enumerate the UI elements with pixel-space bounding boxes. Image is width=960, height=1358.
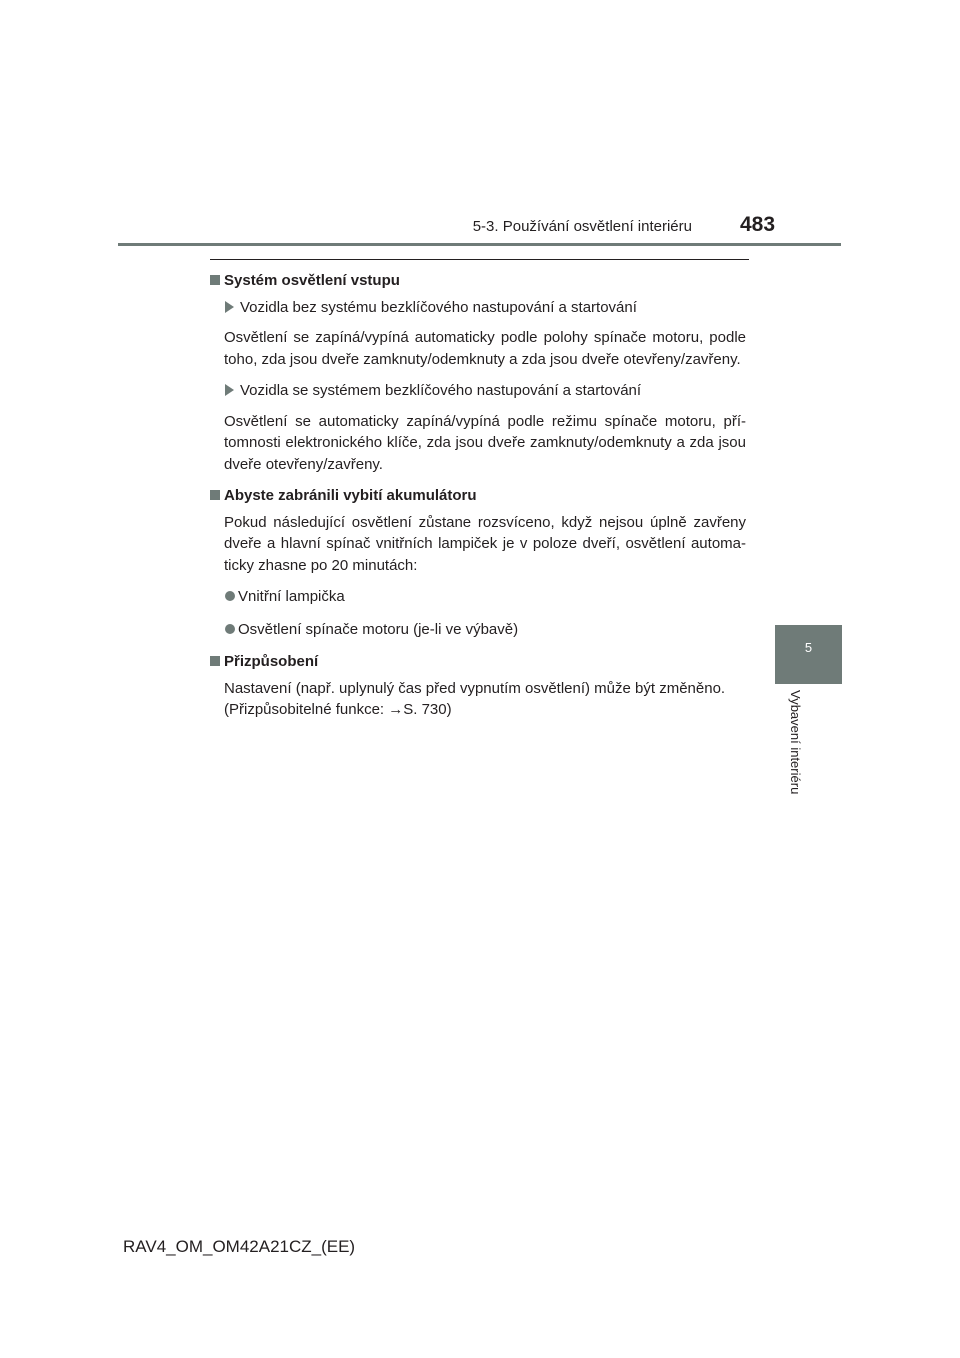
page-content xyxy=(210,270,746,731)
chapter-label: Vybavení interiéru xyxy=(788,690,803,795)
page-number: 483 xyxy=(740,213,776,236)
square-bullet-icon xyxy=(210,656,220,666)
subheading-text: Vozidla se systémem bezklíčového nastupování a startování xyxy=(240,382,642,399)
chapter-tab xyxy=(775,625,842,684)
header-rule xyxy=(118,243,841,246)
list-item xyxy=(210,619,746,641)
document-code: RAV4_OM_OM42A21CZ_(EE) xyxy=(123,1237,356,1256)
triangle-arrow-icon xyxy=(225,384,234,396)
subheading-keyless xyxy=(210,380,746,402)
heading-text: Abyste zabránili vybití akumulátoru xyxy=(224,487,477,504)
section-heading-customization xyxy=(210,651,746,673)
list-item-text: Osvětlení spínače motoru (je-li ve výbavě) xyxy=(238,620,519,638)
cross-reference-link[interactable]: (Přizpůsobitelné funkce: →S. 730) xyxy=(224,701,452,718)
section-heading-battery xyxy=(210,485,746,507)
round-bullet-icon xyxy=(225,591,235,601)
paragraph-keyless: Osvětlení se automaticky zapíná/vypíná podle režimu spínače motoru, pří- tomnosti elektronického klíče, zda jsou dveře zamknuty/odemknuty a zda jsou dveře otevřeny/zavřeny. xyxy=(224,412,746,473)
section-heading-entry xyxy=(210,270,746,292)
paragraph-no-keyless: Osvětlení se zapíná/vypíná automaticky podle polohy spínače motoru, podle toho, zda jsou dveře zamknuty/odemknuty a zda jsou dveře otevřeny/zavřeny. xyxy=(224,329,746,368)
round-bullet-icon xyxy=(225,624,235,634)
square-bullet-icon xyxy=(210,275,220,285)
section-title: 5-3. Používání osvětlení interiéru xyxy=(472,218,692,235)
subheading-no-keyless xyxy=(210,297,746,319)
paragraph-customization xyxy=(224,678,746,721)
list-item-text: Vnitřní lampička xyxy=(238,588,345,605)
heading-text: Systém osvětlení vstupu xyxy=(224,272,400,289)
list-item xyxy=(210,586,746,608)
paragraph-battery: Pokud následující osvětlení zůstane rozsvíceno, když nejsou úplně zavřeny dveře a hlavní spínač vnitřních lampiček je v poloze dveří, osvětlení automa- ticky zhasne po 20 minutách: xyxy=(224,513,746,574)
content-top-rule xyxy=(210,259,749,260)
subheading-text: Vozidla bez systému bezklíčového nastupování a startování xyxy=(240,298,637,316)
paragraph-line: Nastavení (např. uplynulý čas před vypnutím osvětlení) může být změněno. xyxy=(224,679,726,697)
heading-text: Přizpůsobení xyxy=(224,653,319,670)
chapter-number: 5 xyxy=(804,640,813,655)
triangle-arrow-icon xyxy=(225,301,234,313)
square-bullet-icon xyxy=(210,490,220,500)
